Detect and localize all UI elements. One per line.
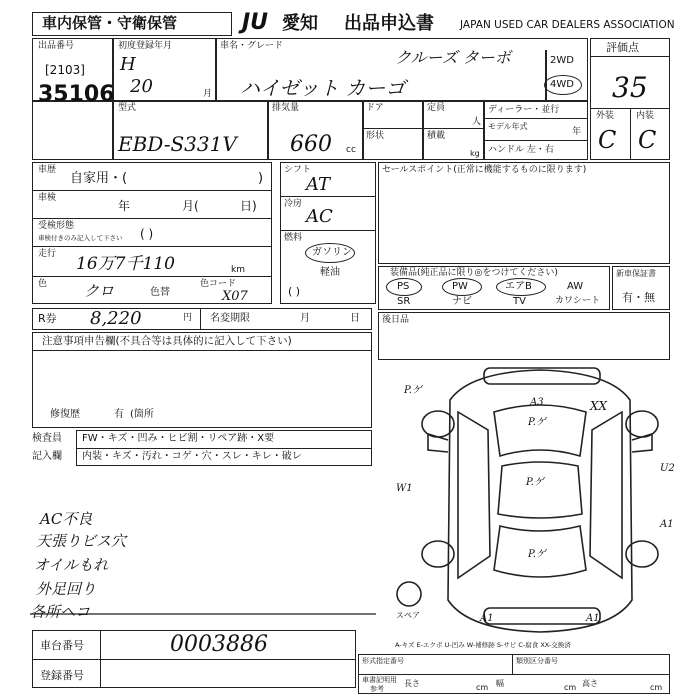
exterior-label: 外装 <box>596 111 615 121</box>
damage-label-2: A3 <box>530 397 544 408</box>
car-name-label: 車名・グレード <box>220 41 284 51</box>
interior-grade: C <box>638 126 657 154</box>
association-name: JAPAN USED CAR DEALERS ASSOCIATION <box>460 19 675 31</box>
width-unit: cm <box>564 683 577 692</box>
history-value: 自家用・( <box>70 171 128 186</box>
equip-pw: PW <box>452 281 468 292</box>
equipment-label: 装備品(純正品に限り◎をつけてください) <box>390 268 558 278</box>
name-change-label: 名変期限 <box>210 313 250 324</box>
displacement-label: 排気量 <box>272 103 300 113</box>
note-1: AC不良 <box>40 510 93 528</box>
mileage-value: 16万7千110 <box>76 254 175 274</box>
fuel-label: 燃料 <box>284 233 303 243</box>
accepted-paren: ( ) <box>140 227 154 241</box>
inspection-year: 年 <box>118 199 131 213</box>
damage-label-10: A1 <box>480 613 494 624</box>
damage-legend: A-キズ E-エクボ U-凹み W-補修跡 S-サビ C-腐食 XX-交換済 <box>395 641 571 649</box>
lot-sub-code: [2103] <box>45 63 85 77</box>
equip-tv: TV <box>513 296 526 307</box>
fuel-diesel: 軽油 <box>320 267 340 278</box>
note-4: 外足回り <box>36 580 97 598</box>
registration-label: 初度登録年月 <box>118 41 173 51</box>
rear-view-label: 後日品 <box>382 315 410 325</box>
category-spec-label: 類別区分番号 <box>516 657 558 665</box>
check-row-1: FW・キズ・凹み・ヒビ割・リペア跡・X要 <box>82 433 275 444</box>
cert-label: 車書記明用 <box>362 676 397 684</box>
load-unit: kg <box>470 149 480 158</box>
damage-label-3: P.ゲ <box>528 417 546 428</box>
capacity-label: 定員 <box>427 103 446 113</box>
spare-label: スペア <box>396 611 420 620</box>
ref-label: 参考 <box>370 685 384 693</box>
damage-label-7: U2 <box>660 463 675 474</box>
ac-value: AC <box>306 206 333 227</box>
width-label: 幅 <box>496 679 504 688</box>
chassis-number: 0003886 <box>170 632 268 657</box>
storage-title: 車内保管・守衛保管 <box>42 14 178 32</box>
handle-label: ハンドル 左・右 <box>488 145 554 155</box>
height-label: 高さ <box>582 679 598 688</box>
capacity-unit: 人 <box>472 117 482 127</box>
car-name: ハイゼット カーゴ <box>240 76 406 100</box>
damage-label-11: A1 <box>586 613 600 624</box>
color-code-label: 色コード <box>200 279 237 289</box>
displacement-unit: cc <box>346 145 356 155</box>
score-label: 評価点 <box>606 41 639 54</box>
inspection-day: 日) <box>240 199 257 213</box>
repaint-label: 色替 <box>150 287 170 298</box>
history-label: 車歴 <box>38 165 57 175</box>
equip-ps: PS <box>397 281 410 292</box>
length-unit: cm <box>476 683 489 692</box>
note-5: 各所ヘコ <box>30 603 91 621</box>
color-label: 色 <box>38 279 48 289</box>
repair-label: 修復歴 <box>50 409 80 420</box>
recycle-value: 8,220 <box>90 308 142 329</box>
drive-4wd: 4WD <box>550 79 574 90</box>
damage-label-6: P.ゲ <box>526 477 544 488</box>
length-label: 長さ <box>404 679 420 688</box>
lot-number: 35106 <box>38 82 115 107</box>
car-grade: クルーズ ターボ <box>395 48 511 67</box>
displacement-value: 660 <box>290 132 332 157</box>
score-value: 35 <box>612 71 648 104</box>
repair-place: (箇所 <box>130 409 154 420</box>
damage-label-4: XX <box>590 399 608 413</box>
doc-title: 出品申込書 <box>344 13 434 34</box>
inspection-month: 月( <box>182 199 199 213</box>
fuel-paren: ( ) <box>288 285 301 298</box>
damage-label-8: A1 <box>660 519 674 530</box>
exterior-grade: C <box>598 126 617 154</box>
model-label: 型式 <box>118 103 137 113</box>
registration-month-unit: 月 <box>203 89 213 99</box>
mileage-label: 走行 <box>38 249 57 259</box>
ju-logo: JU <box>242 10 269 35</box>
load-label: 積載 <box>427 131 446 141</box>
sales-point-label: セールスポイント(正常に機能するものに限ります) <box>382 165 587 175</box>
damage-label-1: P.ゲ <box>404 385 422 396</box>
registration-year: 20 <box>130 76 153 97</box>
inspector-label: 検査員 <box>32 433 62 444</box>
recycle-label: R券 <box>38 312 57 325</box>
model-year-unit: 年 <box>572 127 582 137</box>
damage-label-9: P.ゲ <box>528 549 546 560</box>
equip-aw: AW <box>567 281 584 292</box>
inspection-label: 車検 <box>38 193 57 203</box>
record-label: 記入欄 <box>32 451 62 462</box>
plate-label: 登録番号 <box>40 669 84 682</box>
repair-value: 有 <box>114 409 124 420</box>
color-value: クロ <box>84 282 115 300</box>
chassis-label: 車台番号 <box>40 639 84 652</box>
color-code: X07 <box>222 289 248 304</box>
equip-sr: SR <box>397 296 411 307</box>
model-spec-label: 形式指定番号 <box>362 657 404 665</box>
interior-label: 内装 <box>636 111 655 121</box>
registration-era: H <box>120 54 136 75</box>
name-change-day: 日 <box>350 313 360 324</box>
mileage-unit: km <box>231 265 245 275</box>
door-label: ドア <box>366 103 384 113</box>
warranty-values: 有・無 <box>622 291 655 304</box>
model-code: EBD-S331V <box>118 132 237 156</box>
lot-label: 出品番号 <box>38 41 75 51</box>
model-year-label: モデル年式 <box>488 122 528 131</box>
equip-airbag: エアB <box>505 281 532 292</box>
shift-value: AT <box>306 174 331 195</box>
name-change-month: 月 <box>300 313 310 324</box>
history-close: ) <box>258 171 264 186</box>
height-unit: cm <box>650 683 663 692</box>
accepted-note: 車検付きのみ記入して下さい <box>38 234 123 242</box>
accepted-label: 受検形態 <box>38 221 75 231</box>
equip-navi: ナビ <box>452 296 472 307</box>
note-2: 天張りビス穴 <box>36 532 127 550</box>
check-row-2: 内装・キズ・汚れ・コゲ・穴・スレ・キレ・破レ <box>82 451 302 462</box>
damage-label-5: W1 <box>396 483 413 494</box>
ac-label: 冷房 <box>284 199 303 209</box>
dealer-label: ディーラー・並行 <box>488 105 560 115</box>
shift-label: シフト <box>284 165 312 175</box>
warranty-label: 新車保証書 <box>616 269 656 278</box>
shape-label: 形状 <box>366 131 385 141</box>
fuel-gasoline: ガソリン <box>312 247 352 258</box>
equip-leather: カワシート <box>555 296 601 306</box>
org-name: 愛知 <box>282 13 318 34</box>
note-3: オイルもれ <box>34 556 109 574</box>
drive-2wd: 2WD <box>550 55 574 66</box>
notes-label: 注意事項申告欄(不具合等は具体的に記入して下さい) <box>42 335 292 347</box>
recycle-unit: 円 <box>183 313 193 323</box>
